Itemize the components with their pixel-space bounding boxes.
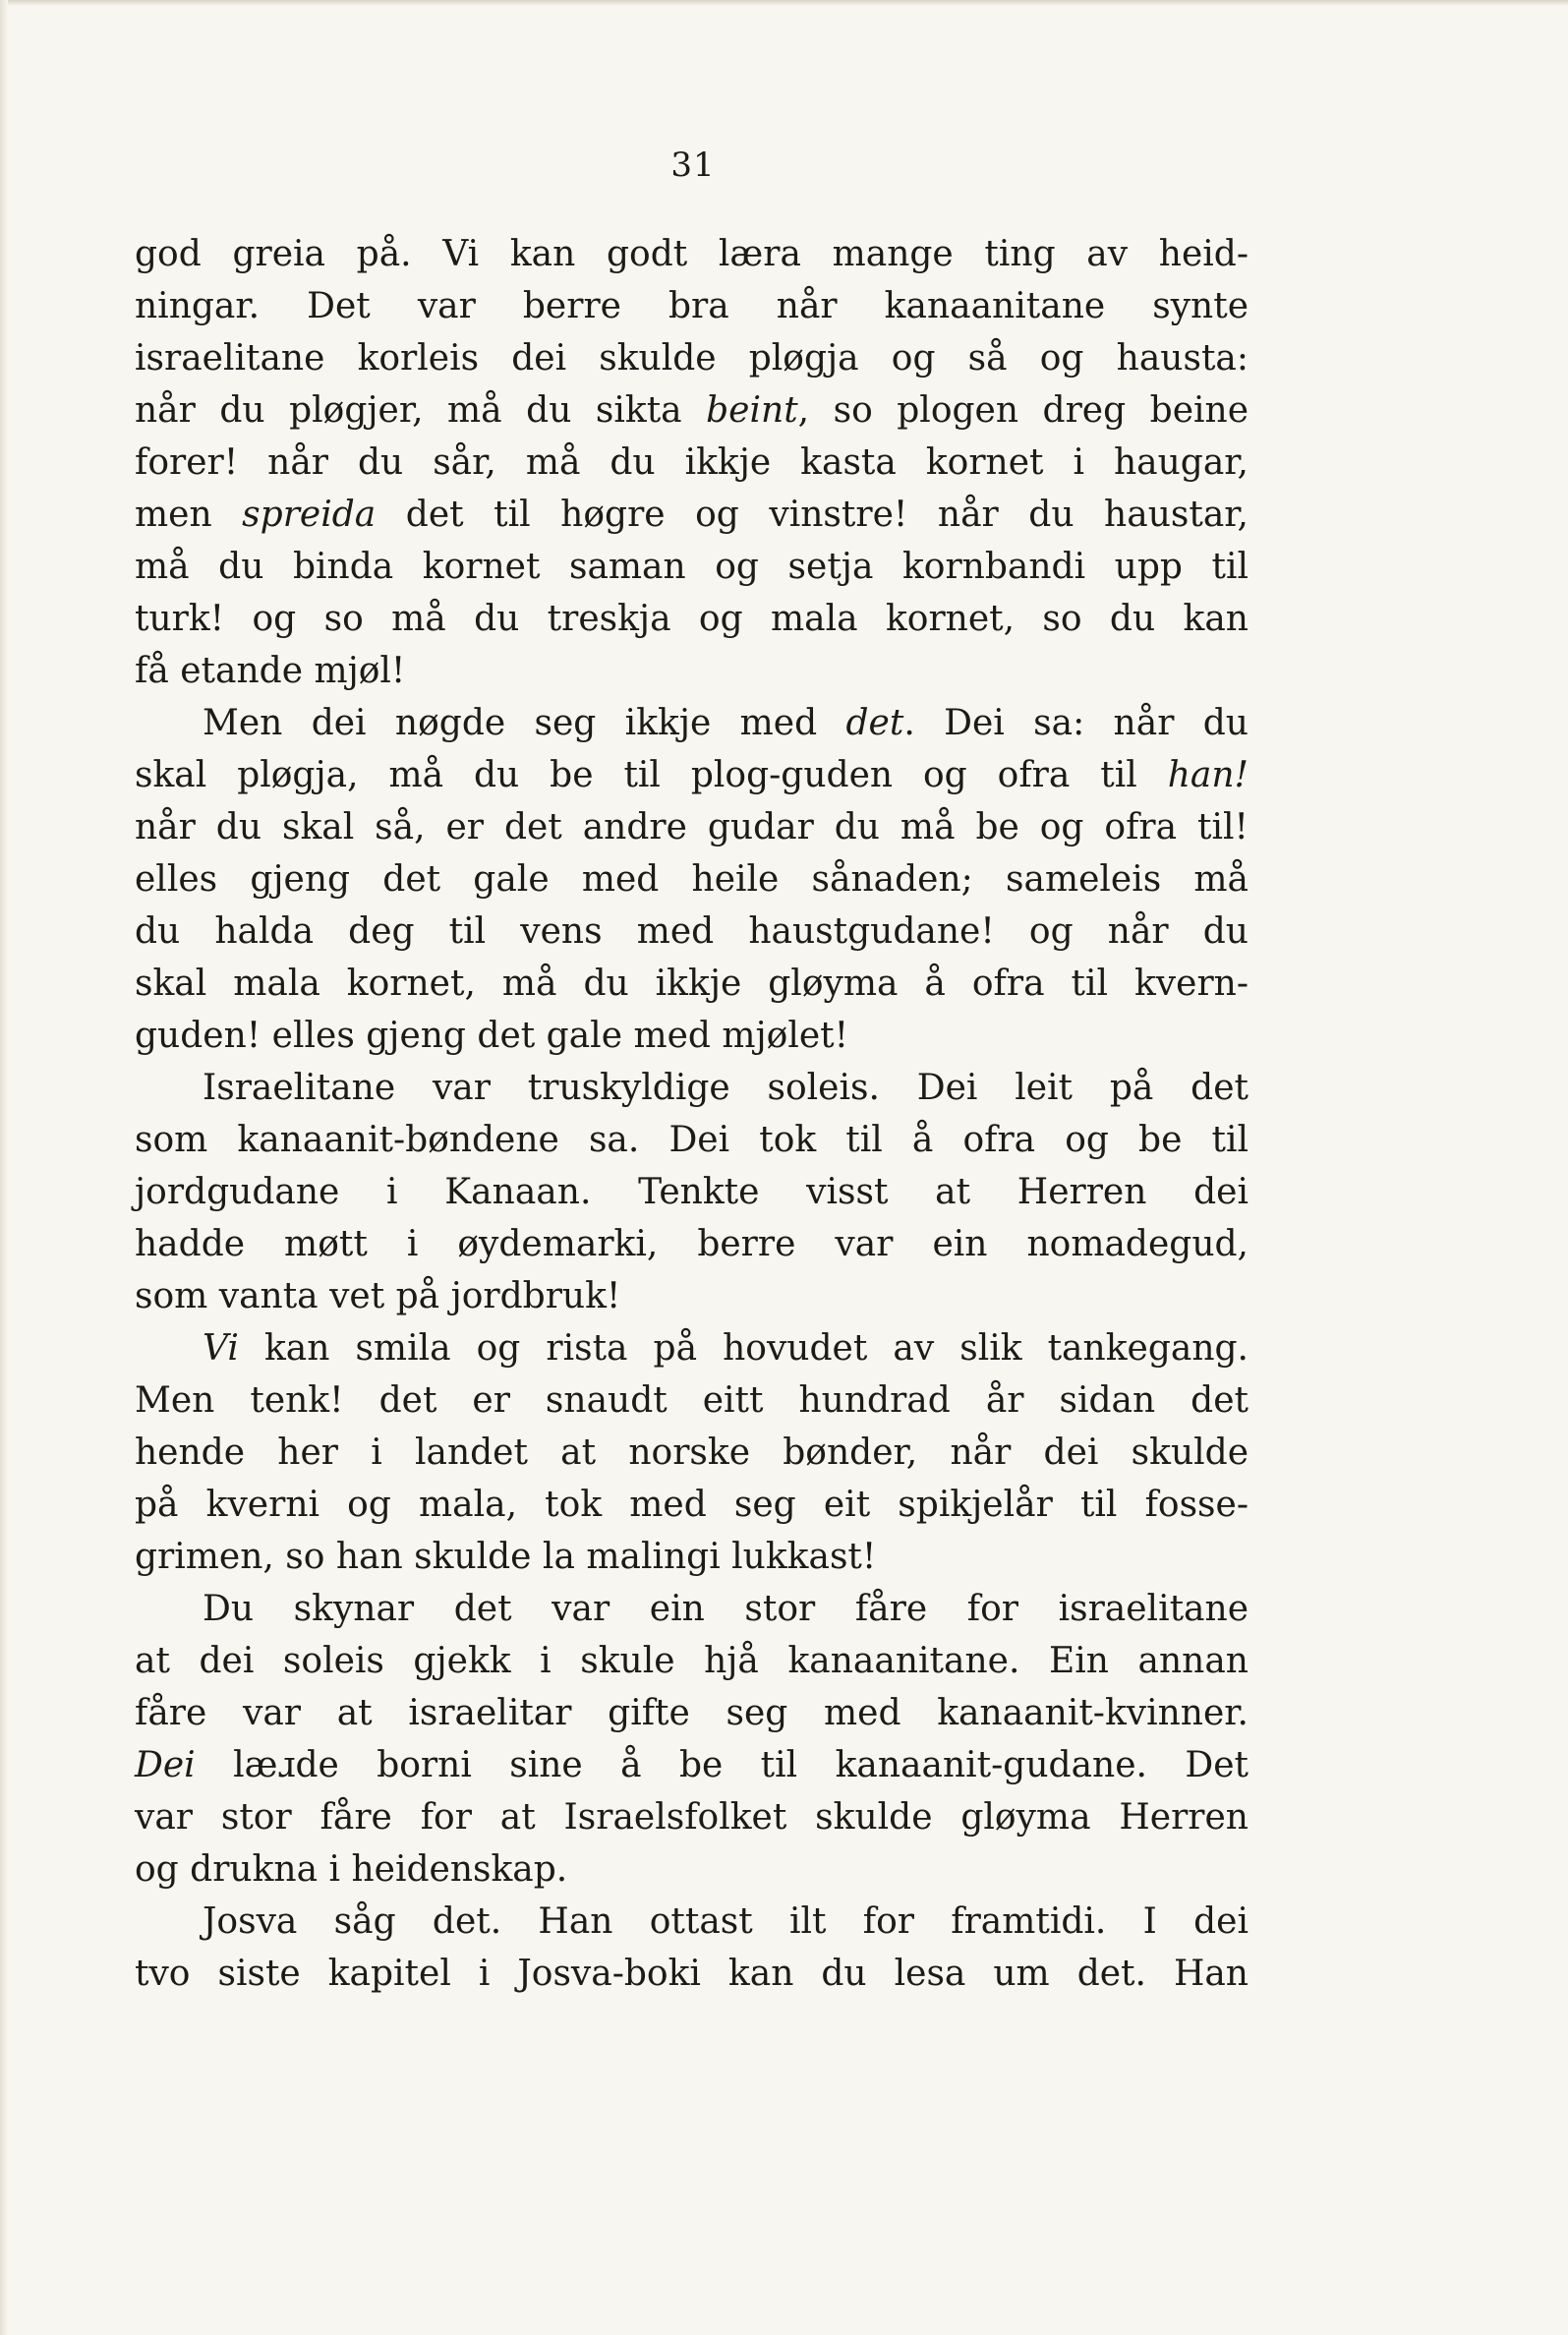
- emphasis: beint: [706, 390, 798, 431]
- text-line: når du pløgjer, må du sikta beint, so plogen dreg beine: [135, 390, 1249, 431]
- text-line: ningar. Det var berre bra når kanaanitane synte: [135, 286, 1249, 326]
- emphasis: Vi: [203, 1328, 239, 1369]
- text-line: jordgudane i Kanaan. Tenkte visst at Herren dei: [135, 1172, 1249, 1212]
- text-line: Du skynar det var ein stor fåre for israelitane: [203, 1589, 1249, 1629]
- text-line: israelitane korleis dei skulde pløgja og så og hausta:: [135, 338, 1249, 379]
- text-line: men spreida det til høgre og vinstre! når du haustar,: [135, 495, 1249, 535]
- text-line: Vi kan smila og rista på hovudet av slik tankegang.: [203, 1328, 1249, 1369]
- text-line: Dei læɹde borni sine å be til kanaanit-gudane. Det: [135, 1745, 1249, 1785]
- page-top-edge: [0, 0, 1568, 6]
- text-line: når du skal så, er det andre gudar du må be og ofra til!: [135, 807, 1249, 847]
- page-number: 31: [670, 146, 716, 185]
- emphasis: det: [845, 703, 904, 743]
- text-line: Josva såg det. Han ottast ilt for framtidi. I dei: [203, 1901, 1249, 1942]
- text-line: på kverni og mala, tok med seg eit spikjelår til fosse-: [135, 1485, 1249, 1525]
- text-line: forer! når du sår, må du ikkje kasta kornet i haugar,: [135, 442, 1249, 483]
- text-line: få etande mjøl!: [135, 651, 406, 691]
- text-line: hende her i landet at norske bønder, når dei skulde: [135, 1432, 1249, 1473]
- text-line: guden! elles gjeng det gale med mjølet!: [135, 1016, 849, 1056]
- emphasis: spreida: [242, 495, 377, 535]
- text-line: du halda deg til vens med haustgudane! og når du: [135, 911, 1249, 952]
- text-line: god greia på. Vi kan godt læra mange ting av heid-: [135, 234, 1249, 274]
- text-line: hadde møtt i øydemarki, berre var ein nomadegud,: [135, 1224, 1249, 1264]
- text-line: grimen, so han skulde la malingi lukkast!: [135, 1537, 877, 1577]
- text-line: tvo siste kapitel i Josva-boki kan du lesa um det. Han: [135, 1954, 1249, 1994]
- emphasis: han!: [1167, 755, 1249, 795]
- text-line: elles gjeng det gale med heile sånaden; sameleis må: [135, 859, 1249, 900]
- text-line: og drukna i heidenskap.: [135, 1849, 568, 1890]
- text-line: som kanaanit-bøndene sa. Dei tok til å ofra og be til: [135, 1120, 1249, 1160]
- text-line: var stor fåre for at Israelsfolket skulde gløyma Herren: [135, 1797, 1249, 1838]
- text-line: skal pløgja, må du be til plog-guden og ofra til han!: [135, 755, 1249, 795]
- text-line: skal mala kornet, må du ikkje gløyma å ofra til kvern-: [135, 963, 1249, 1004]
- text-line: at dei soleis gjekk i skule hjå kanaanitane. Ein annan: [135, 1641, 1249, 1681]
- text-line: turk! og so må du treskja og mala kornet, so du kan: [135, 599, 1249, 639]
- text-line: som vanta vet på jordbruk!: [135, 1276, 621, 1316]
- text-line: Israelitane var truskyldige soleis. Dei leit på det: [203, 1068, 1249, 1108]
- text-line: Men tenk! det er snaudt eitt hundrad år sidan det: [135, 1380, 1249, 1421]
- text-line: fåre var at israelitar gifte seg med kanaanit-kvinner.: [135, 1693, 1249, 1733]
- text-line: må du binda kornet saman og setja kornbandi upp til: [135, 547, 1249, 587]
- body-text: [135, 228, 1249, 2000]
- emphasis: Dei: [135, 1745, 196, 1785]
- text-line: Men dei nøgde seg ikkje med det. Dei sa: når du: [203, 703, 1249, 743]
- page-left-edge: [0, 0, 8, 2335]
